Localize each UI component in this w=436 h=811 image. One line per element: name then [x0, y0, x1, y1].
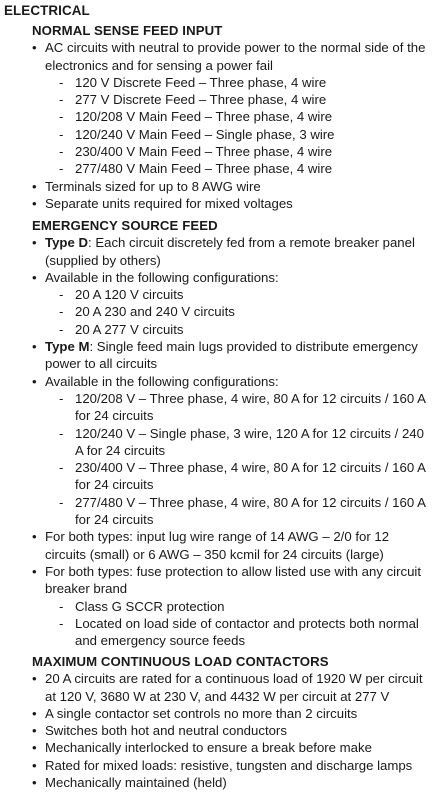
list-item: • Type D: Each circuit discretely fed from a remote breaker panel (supplied by others) — [32, 234, 432, 269]
emergency-source-feed-section — [32, 217, 432, 649]
list-item: • Mechanically maintained (held) — [32, 774, 432, 791]
sublist-item: - 277 V Discrete Feed – Three phase, 4 wire — [45, 91, 432, 108]
list-item: • 20 A circuits are rated for a continuous load of 1920 W per circuit at 120 V, 3680 W at 230 V, and 4432 W per circuit at 277 V — [32, 670, 432, 705]
normal-sense-feed-title: NORMAL SENSE FEED INPUT — [32, 23, 223, 38]
list-item: • Switches both hot and neutral conductors — [32, 722, 432, 739]
emergency-source-feed-list — [32, 234, 432, 649]
sublist-item: - 120/240 V – Single phase, 3 wire, 120 A for 12 circuits / 240 A for 24 circuits — [45, 425, 432, 460]
list-item: • Terminals sized for up to 8 AWG wire — [32, 178, 432, 195]
sublist-item: - 20 A 277 V circuits — [45, 321, 432, 338]
contactors-section — [32, 653, 432, 791]
section-heading-electrical: ELECTRICAL — [4, 3, 90, 18]
list-item: • Type M: Single feed main lugs provided to distribute emergency power to all circuits — [32, 338, 432, 373]
list-item: • For both types: input lug wire range of 14 AWG – 2/0 for 12 circuits (small) or 6 AWG – 350 kcmil for 24 circuits (large) — [32, 528, 432, 563]
sublist-item: - 20 A 120 V circuits — [45, 286, 432, 303]
sublist-item: - 120/208 V – Three phase, 4 wire, 80 A for 12 circuits / 160 A for 24 circuits — [45, 390, 432, 425]
sublist-item: - 277/480 V – Three phase, 4 wire, 80 A for 12 circuits / 160 A for 24 circuits — [45, 494, 432, 529]
type-d-label: Type D — [45, 235, 88, 251]
contactors-title: MAXIMUM CONTINUOUS LOAD CONTACTORS — [32, 654, 329, 669]
normal-sense-feed-list — [32, 39, 432, 212]
sublist-item: - 230/400 V Main Feed – Three phase, 4 wire — [45, 143, 432, 160]
list-item: • Rated for mixed loads: resistive, tungsten and discharge lamps — [32, 757, 432, 774]
contactors-list — [32, 670, 432, 791]
type-m-label: Type M — [45, 339, 90, 355]
sublist-item: - 277/480 V Main Feed – Three phase, 4 wire — [45, 160, 432, 177]
list-item: • A single contactor set controls no more than 2 circuits — [32, 705, 432, 722]
sublist-item: - Located on load side of contactor and protects both normal and emergency source feeds — [45, 615, 432, 650]
sublist-item: - 120/208 V Main Feed – Three phase, 4 wire — [45, 108, 432, 125]
normal-sense-feed-section — [32, 22, 432, 212]
list-item: • Available in the following configurations: - 120/208 V – Three phase, 4 wire, 80 A for 12 circuits / 160 A for 24 circuits - 120/240 V – Single phase, 3 wire, 120 A for 12 circuits / 240 A for 24 circuits - 230/400 V – Three phase, 4 wire, 80 A for 12 circuits / 160 A for 24 circuits - 277/480 V – Three phase, 4 wire, 80 A for 12 circuits / 160 A for 24 circuits — [32, 373, 432, 529]
voltage-feed-sublist — [45, 74, 432, 178]
emergency-source-feed-title: EMERGENCY SOURCE FEED — [32, 218, 218, 233]
type-m-config-sublist — [45, 390, 432, 528]
sublist-item: - 230/400 V – Three phase, 4 wire, 80 A for 12 circuits / 160 A for 24 circuits — [45, 459, 432, 494]
list-item: • For both types: fuse protection to allow listed use with any circuit breaker brand - Class G SCCR protection - Located on load side of contactor and protects both normal and emergency source feeds — [32, 563, 432, 649]
sublist-item: - 20 A 230 and 240 V circuits — [45, 303, 432, 320]
sublist-item: - Class G SCCR protection — [45, 598, 432, 615]
list-item: • Available in the following configurations: - 20 A 120 V circuits - 20 A 230 and 240 V circuits - 20 A 277 V circuits — [32, 269, 432, 338]
list-item: • AC circuits with neutral to provide power to the normal side of the electronics and for sensing a power fail - 120 V Discrete Feed – Three phase, 4 wire - 277 V Discrete Feed – Three phase, 4 wire - 120/208 V Main Feed – Three phase, 4 wire - 120/240 V Main Feed – Single phase, 3 wire - 230/400 V Main Feed – Three phase, 4 wire - 277/480 V Main Feed – Three phase, 4 wire — [32, 39, 432, 177]
fuse-protection-sublist — [45, 598, 432, 650]
sublist-item: - 120 V Discrete Feed – Three phase, 4 wire — [45, 74, 432, 91]
list-item: • Mechanically interlocked to ensure a break before make — [32, 739, 432, 756]
list-item: • Separate units required for mixed voltages — [32, 195, 432, 212]
type-d-config-sublist — [45, 286, 432, 338]
sublist-item: - 120/240 V Main Feed – Single phase, 3 wire — [45, 126, 432, 143]
